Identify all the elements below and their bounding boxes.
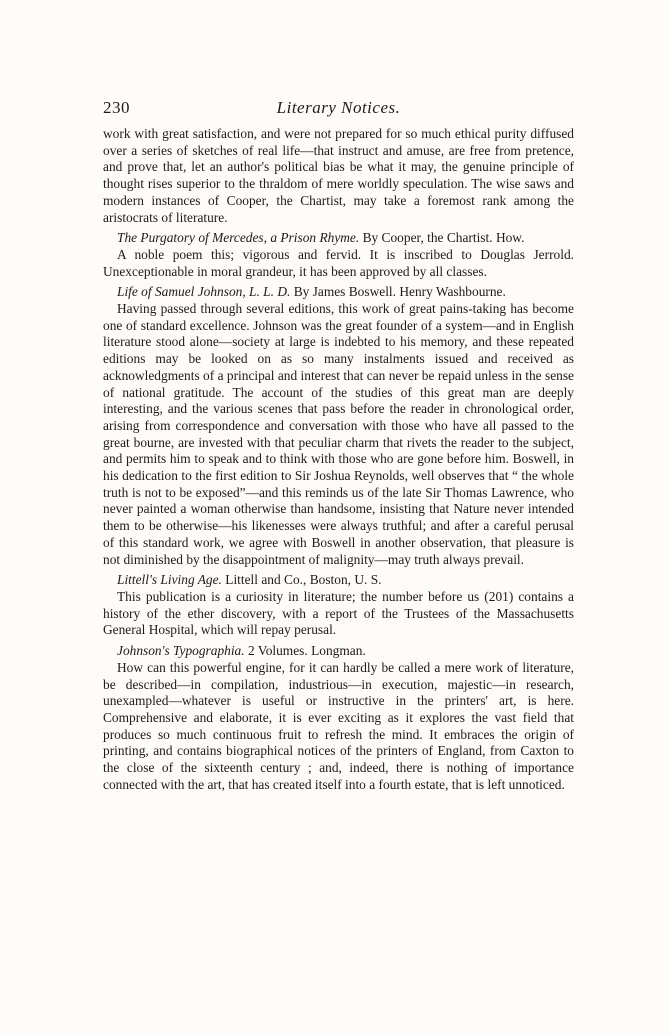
book-details: By James Boswell. Henry Washbourne.: [290, 284, 506, 300]
book-details: By Cooper, the Chartist. How.: [359, 230, 525, 246]
body-text: [103, 126, 574, 793]
book-title: Johnson's Typographia.: [117, 643, 245, 659]
running-head: [103, 98, 574, 124]
notice-heading: [103, 230, 574, 247]
book-details: 2 Volumes. Longman.: [244, 643, 366, 659]
continued-paragraph: work with great satisfaction, and were not prepared for so much ethical purity diffused over a series of sketches of real life—that instruct and amuse, are free from pretence, and prove that, let an author's political bias be what it may, the genuine principle of thought rises superior to the thraldom of mere worldly speculation. The wise saws and modern instances of Cooper, the Chartist, may take a foremost rank among the aristocrats of literature.: [103, 126, 574, 225]
book-title: Littell's Living Age.: [117, 572, 222, 588]
notice-review: This publication is a curiosity in literature; the number before us (201) contains a history of the ether discovery, with a report of the Trustees of the Massachusetts General Hospital, which will repay perusal.: [103, 588, 574, 638]
notice-review: A noble poem this; vigorous and fervid. It is inscribed to Douglas Jerrold. Unexceptionable in moral grandeur, it has been approved by all classes.: [103, 246, 574, 279]
notice-heading: [103, 643, 574, 660]
notice-review: How can this powerful engine, for it can hardly be called a mere work of literature, be described—in compilation, industrious—in execution, majestic—in research, unexampled—whatever is useful or instructive in the printers' art, is here. Comprehensive and elaborate, it is ever exciting as it explores the vast field that produces so much continuous fruit to refresh the mind. It embraces the origin of printing, and contains biographical notices of the printers of England, from Caxton to the close of the sixteenth century ; and, indeed, there is nothing of importance connected with the art, that has created itself into a fourth estate, that is left unnoticed.: [103, 659, 574, 792]
book-title: The Purgatory of Mercedes, a Prison Rhyme.: [117, 230, 360, 246]
notice-review: Having passed through several editions, this work of great pains-taking has become one of standard excellence. Johnson was the great founder of a system—and in English literature stood alone—society at large is indebted to his memory, and these repeated editions may be looked on as so many instalments issued and received as acknowledgments of a principal and interest that can never be repaid unless in the sense of national gratitude. The account of the studies of this great man are deeply interesting, and the various scenes that pass before the reader in chronological order, arising from correspondence and conversation with those who have all passed to the great bourne, are invested with that peculiar charm that rivets the reader to the subject, and permits him to speak and to think with those who are gone before him. Boswell, in his dedication to the first edition to Sir Joshua Reynolds, well observes that “ the whole truth is not to be exposed”—and this reminds us of the late Sir Thomas Lawrence, who never painted a woman otherwise than handsome, insisting that Nature never intended them to be otherwise—his likenesses were always truthful; and after a careful perusal of this standard work, we agree with Boswell in another observation, that pleasure is not diminished by the disappointment of malignity—may truth always prevail.: [103, 301, 574, 567]
page-number: 230: [103, 98, 130, 117]
notice-heading: [103, 284, 574, 301]
book-title: Life of Samuel Johnson, L. L. D.: [117, 284, 291, 300]
running-title: Literary Notices.: [276, 98, 401, 117]
notice-heading: [103, 572, 574, 589]
book-details: Littell and Co., Boston, U. S.: [221, 572, 382, 588]
